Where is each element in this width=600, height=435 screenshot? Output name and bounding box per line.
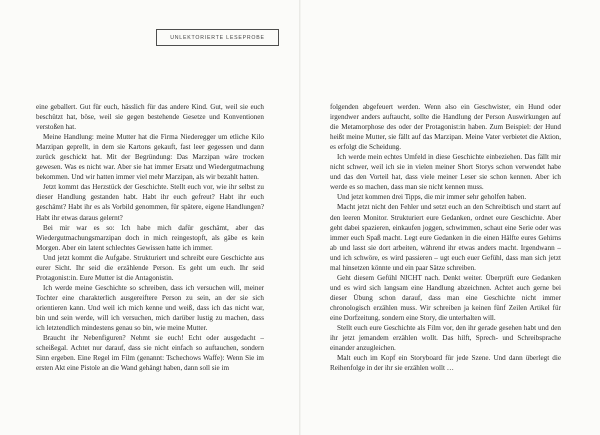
paragraph: Geht diesem Gefühl NICHT nach. Denkt weiter. Überprüft eure Gedanken und es wird sich langsam eine Handlung abzeichnen. Achtet auch gerne bei dieser Übung schon darauf, dass man eine Geschichte nicht immer chronologisch erzählen muss. Wir schreiben ja keinen fünf Zeilen Artikel für eine Dorfzeitung, sondern eine Story, die unterhalten will. [330, 273, 561, 322]
paragraph: Malt euch im Kopf ein Storyboard für jede Szene. Und dann überlegt die Reihenfolge in der ihr sie erzählen wollt … [330, 354, 561, 373]
paragraph: Bei mir war es so: Ich habe mich dafür geschämt, aber das Wiedergutmachungsmarzipan doch in mich reingestopft, als gäbe es kein Morgen. Aber ein latent schlechtes Gewissen hatte ich immer. [36, 223, 264, 252]
paragraph: Meine Handlung: meine Mutter hat die Firma Niederegger um etliche Kilo Marzipan geprellt, in dem sie Kartons gekauft, fast leer gegessen und dann zurück geschickt hat. Mit der Begründung: Das Marzipan wäre trocken gewesen. Was es nicht war. Aber sie hat immer Ersatz und Wiedergutmachung bekommen. Und wir hatten immer viel mehr Marzipan, als wir bezahlt hatten. [36, 133, 264, 182]
paragraph: Braucht ihr Nebenfiguren? Nehmt sie euch! Echt oder ausgedacht – scheißegal. Achtet nur darauf, dass sie nicht einfach so auftauchen, sondern Sinn ergeben. Eine Regel im Film (genannt: Tschechows Waffe): Wenn Sie im ersten Akt eine Pistole an die Wand gehängt haben, dann soll sie im [36, 334, 264, 373]
paragraph: Ich werde meine Geschichte so schreiben, dass ich versuchen will, meiner Tochter eine charakterlich ausgereiftere Person zu sein, an der sie sich orientieren kann. Und weil ich mich kenne und weiß, dass ich das nicht war, bin und sein werde, will ich versuchen, mich darüber lustig zu machen, dass ich letztendlich mindestens genau so bin, wie meine Mutter. [36, 283, 264, 333]
header-label-text: UNLEKTORIERTE LESEPROBE [170, 34, 265, 41]
header-label [156, 29, 279, 46]
paragraph: Und jetzt kommt die Aufgabe. Strukturiert und schreibt eure Geschichte aus eurer Sicht. Ihr seid die erzählende Person. Es geht um euch. Ihr seid Protagonist:in. Eure Mutter ist die Antagonistin. [36, 253, 264, 282]
paragraph: Jetzt kommt das Herzstück der Geschichte. Stellt euch vor, wie ihr selbst zu dieser Handlung gestanden habt. Habt ihr euch gefreut? Habt ihr euch geschämt? Habt ihr es als Vorbild genommen, für spätere, eigene Handlungen? Habt ihr etwas daraus gelernt? [36, 183, 264, 222]
paragraph: eine geballert. Gut für euch, hässlich für das andere Kind. Gut, weil sie euch beschützt hat, böse, weil sie gegen bestehende Gesetze und Konventionen verstoßen hat. [36, 103, 264, 132]
left-page [36, 102, 264, 373]
paragraph: Stellt euch eure Geschichte als Film vor, den ihr gerade gesehen habt und den ihr jetzt jemandem erzählen wollt. Das hilft, Sprech- und Schreibsprache einander anzugleichen. [330, 324, 561, 353]
paragraph: Und jetzt kommen drei Tipps, die mir immer sehr geholfen haben. [337, 193, 527, 202]
right-page [330, 102, 561, 373]
paragraph: Macht jetzt nicht den Fehler und setzt euch an den Schreibtisch und starrt auf den leeren Monitor. Strukturiert eure Gedanken, ordnet eure Geschichte. Aber geht dabei spazieren, einkaufen joggen, schwimmen, schaut eine Serie oder was immer euch Spaß macht. Legt eure Gedanken in die einen Hälfte eures Gehirns ab und lasst sie dort arbeiten, während ihr etwas anders macht. Irgendwann – und ich schwöre, es wird passieren – ugt euch euer Gefühl, dass man sich jetzt mal hinsetzen könnte und ein paar Sätze schreiben. [330, 203, 561, 272]
paragraph: folgenden abgefeuert werden. Wenn also ein Geschwister, ein Hund oder irgendwer anders auftaucht, sollte die Handlung der Person Auswirkungen auf die Metamorphose des oder der Protagonist:in haben. Zum Beispiel: der Hund heißt meine Mutter, sie fällt auf das Marzipan. Meine Vater verbietet die Aktion, es erfolgt die Scheidung. [330, 103, 561, 152]
paragraph: Ich werde mein echtes Umfeld in diese Geschichte einbeziehen. Das fällt mir nicht schwer, weil ich sie in vielen meiner Short Storys schon verwendet habe und das den Vorteil hat, dass viele meiner Leser sie schon kennen. Aber ich werde es so machen, dass man sie nicht kennen muss. [330, 153, 561, 192]
page-fold [299, 0, 301, 435]
